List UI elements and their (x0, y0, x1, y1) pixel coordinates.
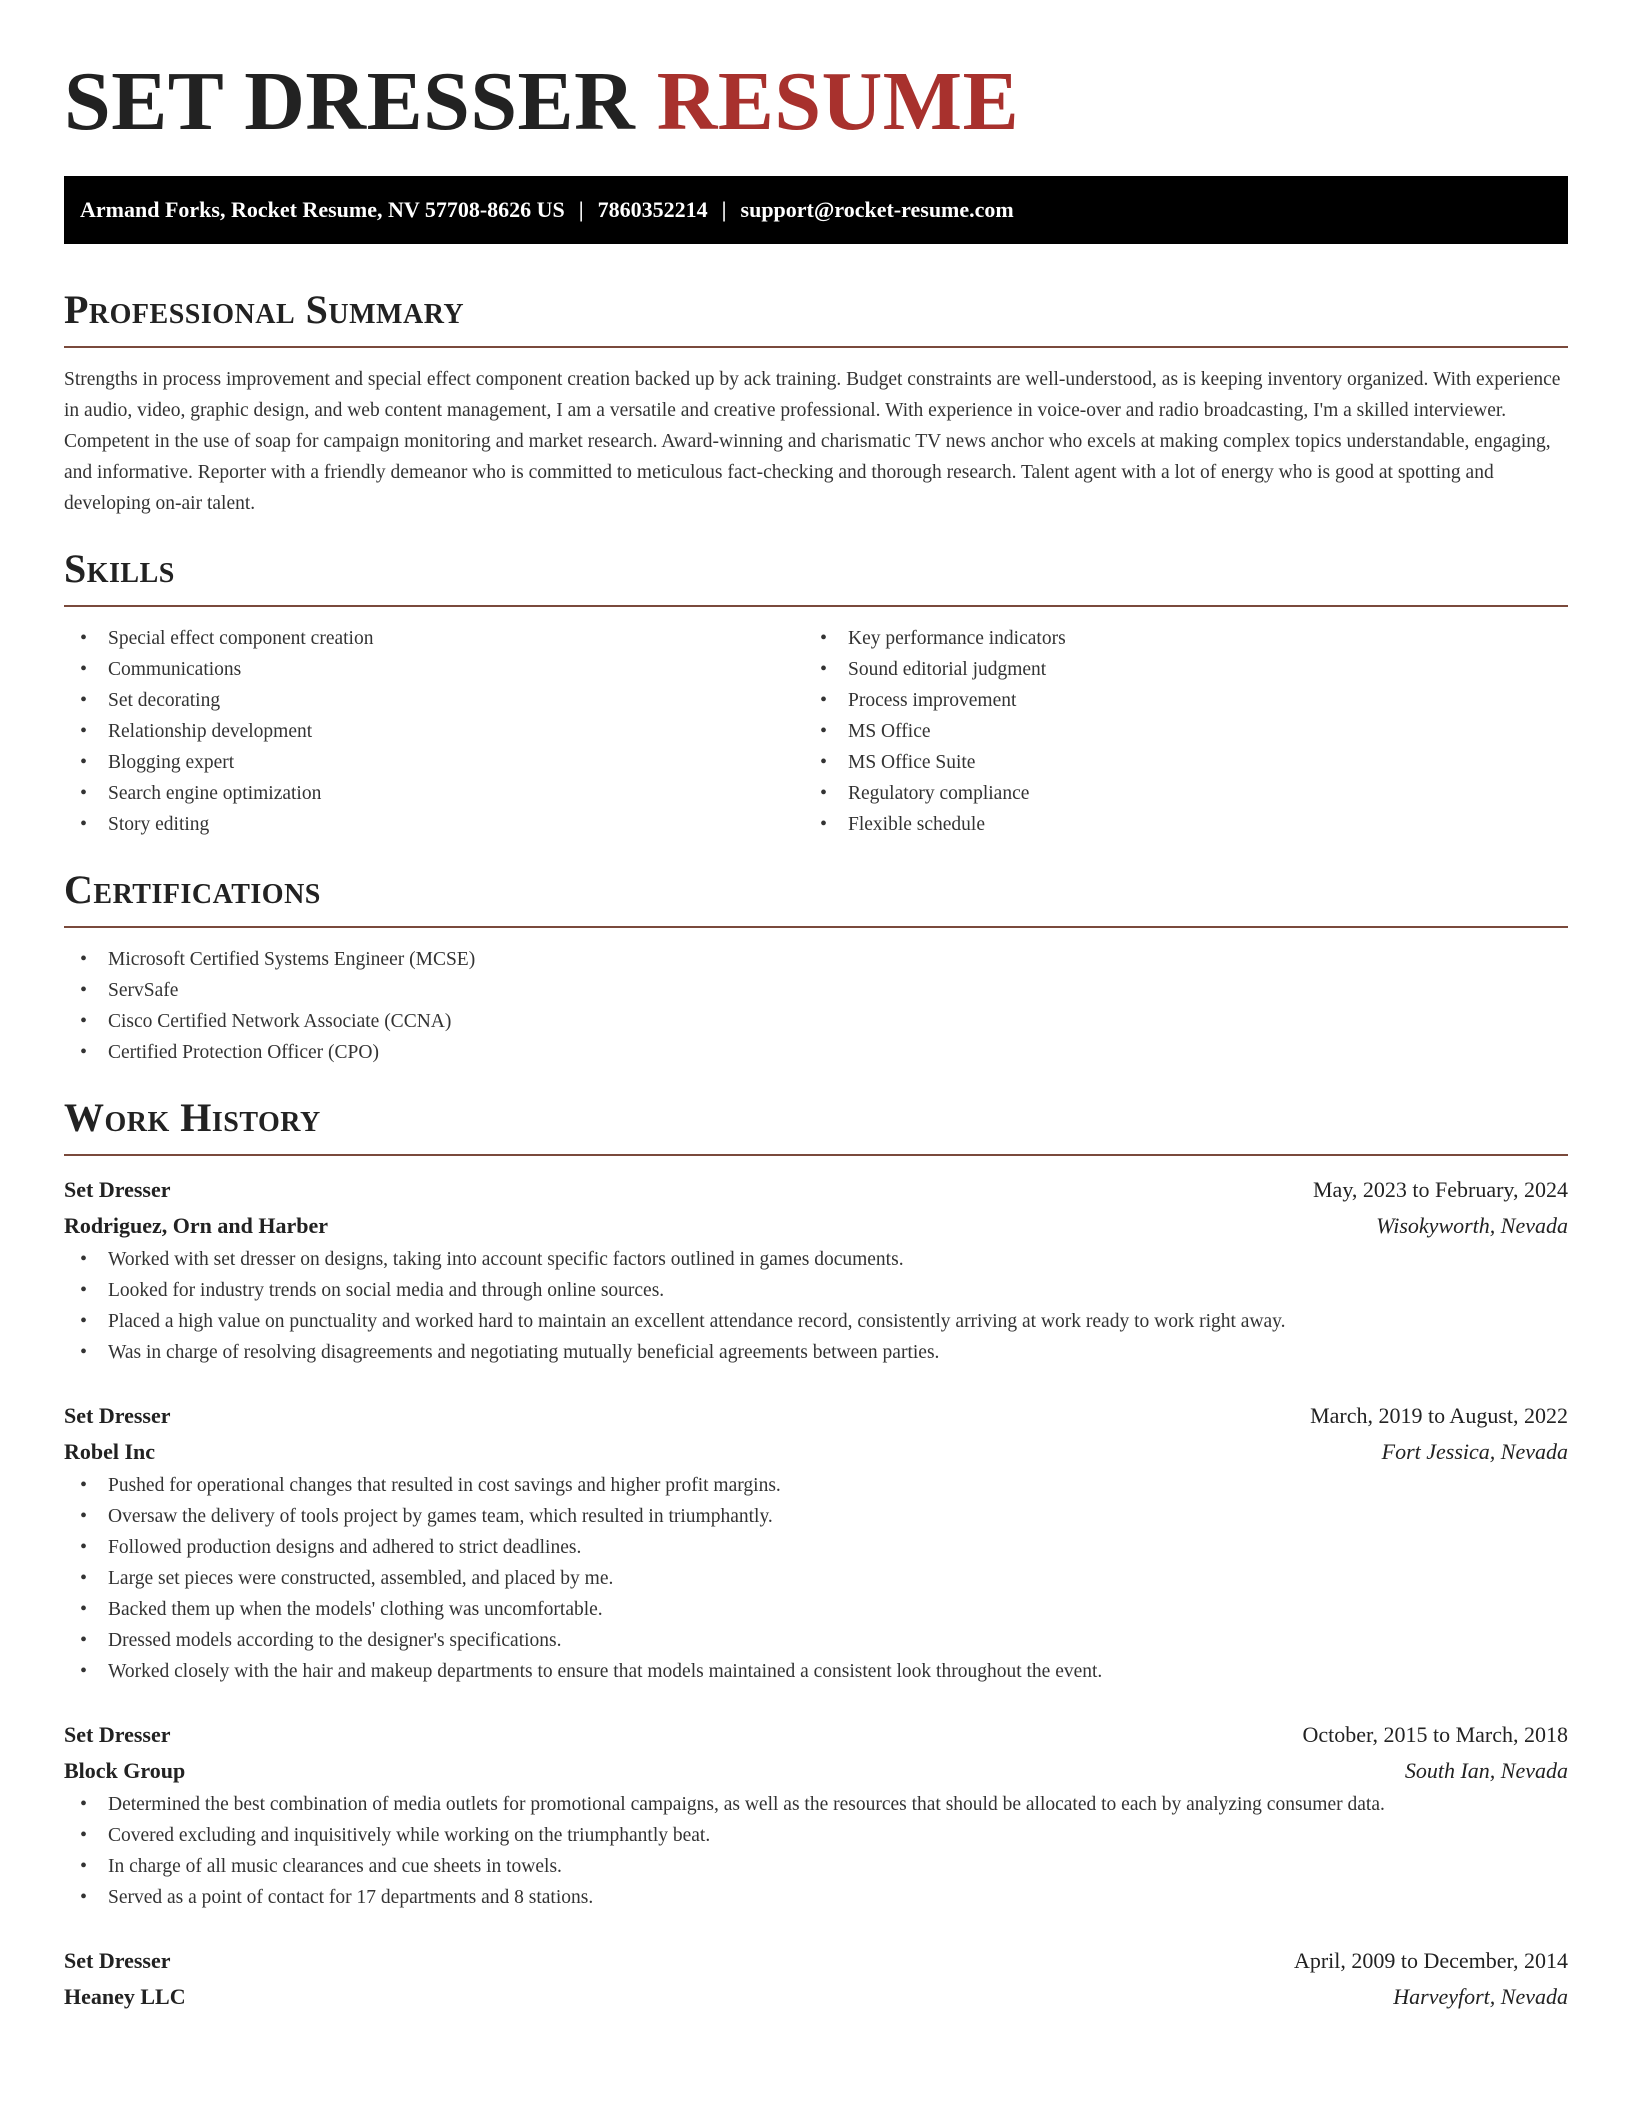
job-bullet: • Determined the best combination of media outlets for promotional campaigns, as well as the resources that should be allocated to each by analyzing consumer data. (64, 1789, 1568, 1820)
job-bullet: • Looked for industry trends on social media and through online sources. (64, 1275, 1568, 1306)
job-bullet: • In charge of all music clearances and cue sheets in towels. (64, 1851, 1568, 1882)
skill-item: • MS Office Suite (804, 747, 1544, 778)
job-header-row (64, 1943, 1568, 1979)
contact-phone[interactable]: 7860352214 (597, 197, 708, 222)
job-entry (64, 1398, 1568, 1687)
skill-item: • MS Office (804, 716, 1544, 747)
section-divider (64, 346, 1568, 348)
contact-address: Armand Forks, Rocket Resume, NV 57708-8626 US (80, 197, 565, 222)
job-company-row (64, 1434, 1568, 1470)
job-company: Rodriguez, Orn and Harber (64, 1213, 328, 1238)
certifications-section (64, 866, 1568, 1068)
section-divider (64, 926, 1568, 928)
job-bullet: • Backed them up when the models' clothing was uncomfortable. (64, 1594, 1568, 1625)
skill-item: • Blogging expert (64, 747, 804, 778)
certifications-list (64, 944, 1568, 1068)
summary-text: Strengths in process improvement and special effect component creation backed up by ack training. Budget constraints are well-understood, as is keeping inventory organized. With experience in audio, video, graphic design, and web content management, I am a versatile and creative professional. With experience in voice-over and radio broadcasting, I'm a skilled interviewer. Competent in the use of soap for campaign monitoring and market research. Award-winning and charismatic TV news anchor who excels at making complex topics understandable, engaging, and informative. Reporter with a friendly demeanor who is committed to meticulous fact-checking and thorough research. Talent agent with a lot of energy who is good at spotting and developing on-air talent. (64, 369, 1561, 514)
job-header-row (64, 1717, 1568, 1753)
section-divider (64, 1154, 1568, 1156)
contact-separator: | (721, 197, 727, 222)
job-title: Set Dresser (64, 1722, 171, 1747)
work-history-heading: Work History (64, 1095, 321, 1140)
job-location: Harveyfort, Nevada (1393, 1984, 1568, 2009)
job-location: Fort Jessica, Nevada (1381, 1439, 1568, 1464)
job-location: South Ian, Nevada (1404, 1758, 1568, 1783)
job-bullet: • Worked closely with the hair and makeup departments to ensure that models maintained a consistent look throughout the event. (64, 1656, 1568, 1687)
job-bullet: • Pushed for operational changes that resulted in cost savings and higher profit margins. (64, 1470, 1568, 1501)
job-title: Set Dresser (64, 1177, 171, 1202)
contact-bar (64, 176, 1568, 244)
skills-list-left (64, 623, 804, 840)
title-accent: RESUME (656, 55, 1020, 148)
job-bullet: • Placed a high value on punctuality and worked hard to maintain an excellent attendance record, consistently arriving at work ready to work right away. (64, 1306, 1568, 1337)
contact-email[interactable]: support@rocket-resume.com (740, 197, 1014, 222)
title-main: SET DRESSER (64, 55, 636, 148)
job-bullet: • Was in charge of resolving disagreements and negotiating mutually beneficial agreements between parties. (64, 1337, 1568, 1368)
job-bullet: • Oversaw the delivery of tools project by games team, which resulted in triumphantly. (64, 1501, 1568, 1532)
skills-heading: Skills (64, 546, 175, 591)
job-bullet-list (64, 1470, 1568, 1687)
job-title: Set Dresser (64, 1948, 171, 1973)
job-location: Wisokyworth, Nevada (1376, 1213, 1568, 1238)
certification-item: • Certified Protection Officer (CPO) (64, 1037, 1568, 1068)
job-dates: April, 2009 to December, 2014 (1293, 1948, 1568, 1973)
skills-grid (64, 623, 1568, 840)
job-bullet-list (64, 1789, 1568, 1913)
skill-item: • Sound editorial judgment (804, 654, 1544, 685)
certification-item: • Cisco Certified Network Associate (CCNA) (64, 1006, 1568, 1037)
job-company-row (64, 1979, 1568, 2015)
job-header-row (64, 1172, 1568, 1208)
contact-separator: | (578, 197, 584, 222)
skill-item: • Process improvement (804, 685, 1544, 716)
job-title: Set Dresser (64, 1403, 171, 1428)
skill-item: • Search engine optimization (64, 778, 804, 809)
job-entry (64, 1717, 1568, 1913)
job-entry (64, 1172, 1568, 1368)
skill-item: • Relationship development (64, 716, 804, 747)
skill-item: • Key performance indicators (804, 623, 1544, 654)
skill-item: • Flexible schedule (804, 809, 1544, 840)
skills-section (64, 545, 1568, 840)
job-bullet: • Covered excluding and inquisitively while working on the triumphantly beat. (64, 1820, 1568, 1851)
resume-page (64, 0, 1568, 2045)
job-dates: March, 2019 to August, 2022 (1310, 1403, 1568, 1428)
certification-item: • Microsoft Certified Systems Engineer (MCSE) (64, 944, 1568, 975)
job-dates: May, 2023 to February, 2024 (1313, 1177, 1568, 1202)
section-divider (64, 605, 1568, 607)
summary-heading: Professional Summary (64, 287, 465, 332)
job-bullet: • Large set pieces were constructed, assembled, and placed by me. (64, 1563, 1568, 1594)
job-entry (64, 1943, 1568, 2015)
job-bullet: • Served as a point of contact for 17 departments and 8 stations. (64, 1882, 1568, 1913)
skill-item: • Set decorating (64, 685, 804, 716)
skill-item: • Story editing (64, 809, 804, 840)
job-list (64, 1172, 1568, 2015)
job-company: Robel Inc (64, 1439, 156, 1464)
job-header-row (64, 1398, 1568, 1434)
certification-item: • ServSafe (64, 975, 1568, 1006)
skills-list-right (804, 623, 1544, 840)
job-bullet: • Followed production designs and adhered to strict deadlines. (64, 1532, 1568, 1563)
skill-item: • Special effect component creation (64, 623, 804, 654)
skill-item: • Regulatory compliance (804, 778, 1544, 809)
job-company-row (64, 1753, 1568, 1789)
job-company: Block Group (64, 1758, 186, 1783)
job-bullet: • Dressed models according to the designer's specifications. (64, 1625, 1568, 1656)
job-bullet-list (64, 1244, 1568, 1368)
job-company: Heaney LLC (64, 1984, 186, 2009)
work-history-section (64, 1094, 1568, 2015)
certifications-heading: Certifications (64, 867, 321, 912)
job-company-row (64, 1208, 1568, 1244)
resume-title (64, 52, 1568, 152)
job-bullet: • Worked with set dresser on designs, taking into account specific factors outlined in games documents. (64, 1244, 1568, 1275)
skill-item: • Communications (64, 654, 804, 685)
job-dates: October, 2015 to March, 2018 (1302, 1722, 1568, 1747)
summary-section (64, 286, 1568, 519)
